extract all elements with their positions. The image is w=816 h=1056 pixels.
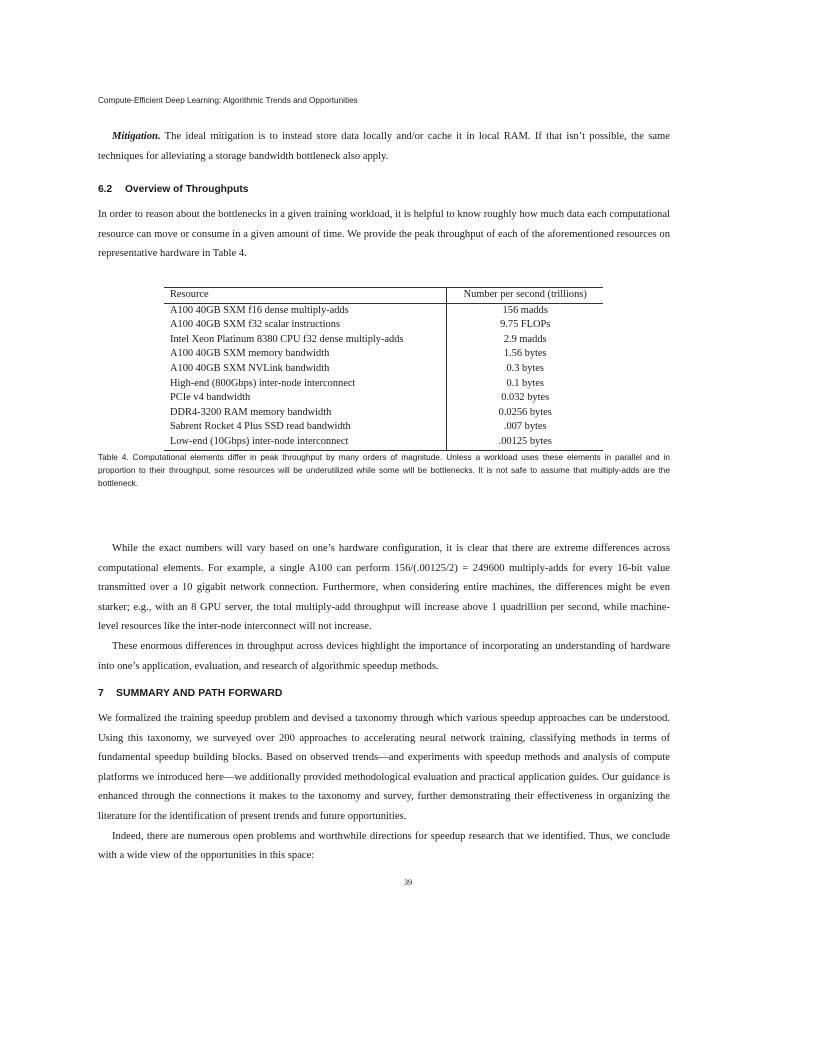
- section-6-2-paragraph: In order to reason about the bottlenecks in a given training workload, it is helpful to know roughly how much data each computational resource can move or consume in a given amount of time. We provide the peak throughput of each of the aforementioned resources on representative hardware in Table 4.: [98, 209, 670, 260]
- table-row: [164, 377, 603, 392]
- section-7-heading: [98, 688, 670, 699]
- throughput-cell: .00125 bytes: [447, 435, 603, 450]
- running-head: Compute-Efficient Deep Learning: Algorithmic Trends and Opportunities: [98, 96, 358, 105]
- table-row: [164, 420, 603, 435]
- throughput-cell: 9.75 FLOPs: [500, 319, 551, 331]
- table-row: [164, 303, 603, 318]
- section-7-paragraph: Indeed, there are numerous open problems and worthwhile directions for speedup research that we identified. Thus, we conclude with a wide view of the opportunities in this space:: [98, 830, 670, 862]
- section-6-2-title: Overview of Throughputs: [125, 184, 249, 195]
- mitigation-paragraph-block: [98, 127, 670, 166]
- table-row: [164, 347, 603, 362]
- table-row: [164, 435, 603, 450]
- table-4-caption: Table 4. Computational elements differ in peak throughput by many orders of magnitude. Unless a workload uses these elements in parallel and in proportion to their throughput, some resources will be underutilized while some will be bottlenecks. It is not safe to assume that multiply-adds are the bottleneck.: [98, 452, 670, 489]
- body-text-block: [98, 539, 670, 676]
- throughput-cell: 1.56 bytes: [503, 348, 547, 360]
- mitigation-text: The ideal mitigation is to instead store data locally and/or cache it in local RAM. If that isn’t possible, the same techniques for alleviating a storage bandwidth bottleneck also apply.: [98, 131, 670, 162]
- throughput-cell: .007 bytes: [503, 421, 547, 433]
- resource-cell: A100 40GB SXM f32 scalar instructions: [164, 318, 447, 333]
- section-7-body: [98, 709, 670, 866]
- section-7-title: SUMMARY AND PATH FORWARD: [116, 688, 283, 699]
- throughput-cell: 2.9 madds: [503, 333, 547, 345]
- resource-cell: Low-end (10Gbps) inter-node interconnect: [164, 435, 447, 450]
- resource-cell: A100 40GB SXM memory bandwidth: [164, 347, 447, 362]
- table-row: [164, 318, 603, 333]
- resource-cell: Intel Xeon Platinum 8380 CPU f32 dense multiply-adds: [164, 333, 447, 348]
- section-6-2-body: [98, 205, 670, 264]
- resource-cell: PCIe v4 bandwidth: [164, 391, 447, 406]
- mitigation-label: Mitigation.: [112, 131, 161, 142]
- section-6-2-heading: [98, 184, 670, 195]
- table-header-row: [164, 288, 603, 304]
- table-row: [164, 362, 603, 377]
- table-header-resource: Resource: [164, 288, 447, 304]
- table-4: [164, 287, 603, 451]
- body-paragraph: While the exact numbers will vary based on one’s hardware configuration, it is clear that there are extreme differences across computational elements. For example, a single A100 can perform 156/(.00125/2) = 249600 multiply-adds for every 16-bit value transmitted over a 10 gigabit network connection. Furthermore, when considering entire machines, the differences might be even starker; e.g., with an 8 GPU server, the total multiply-add throughput will increase above 1 quadrillion per second, while machine-level resources like the inter-node interconnect will not increase.: [98, 543, 670, 633]
- table-row: [164, 391, 603, 406]
- mitigation-paragraph: [98, 127, 670, 166]
- throughput-cell: 156 madds: [502, 304, 548, 316]
- section-7-paragraph: We formalized the training speedup problem and devised a taxonomy through which various speedup approaches can be understood. Using this taxonomy, we surveyed over 200 approaches to accelerating neural network training, classifying methods in terms of fundamental speedup building blocks. Based on observed trends—and experiments with speedup methods and analysis of compute platforms we introduced here—we additionally provided methodological evaluation and practical application guides. Our guidance is enhanced through the connections it makes to the taxonomy and survey, further demonstrating their effectiveness in organizing the literature for the identification of present trends and future opportunities.: [98, 713, 670, 822]
- resource-cell: A100 40GB SXM NVLink bandwidth: [164, 362, 447, 377]
- resource-cell: DDR4-3200 RAM memory bandwidth: [164, 406, 447, 421]
- section-6-2-number: 6.2: [98, 184, 113, 195]
- resource-cell: High-end (800Gbps) inter-node interconnect: [164, 377, 447, 392]
- body-paragraph: These enormous differences in throughput across devices highlight the importance of incorporating an understanding of hardware into one’s application, evaluation, and research of algorithmic speedup methods.: [98, 640, 670, 672]
- throughput-cell: 0.1 bytes: [506, 377, 544, 389]
- throughput-cell: 0.0256 bytes: [498, 406, 552, 418]
- page-number: 39: [403, 878, 413, 887]
- resource-cell: A100 40GB SXM f16 dense multiply-adds: [164, 303, 447, 318]
- throughput-cell: 0.3 bytes: [506, 362, 544, 374]
- table-row: [164, 333, 603, 348]
- throughput-cell: 0.032 bytes: [501, 392, 550, 404]
- section-7-number: 7: [98, 688, 104, 699]
- table-row: [164, 406, 603, 421]
- table-header-throughput: Number per second (trillions): [447, 288, 603, 304]
- resource-cell: Sabrent Rocket 4 Plus SSD read bandwidth: [164, 420, 447, 435]
